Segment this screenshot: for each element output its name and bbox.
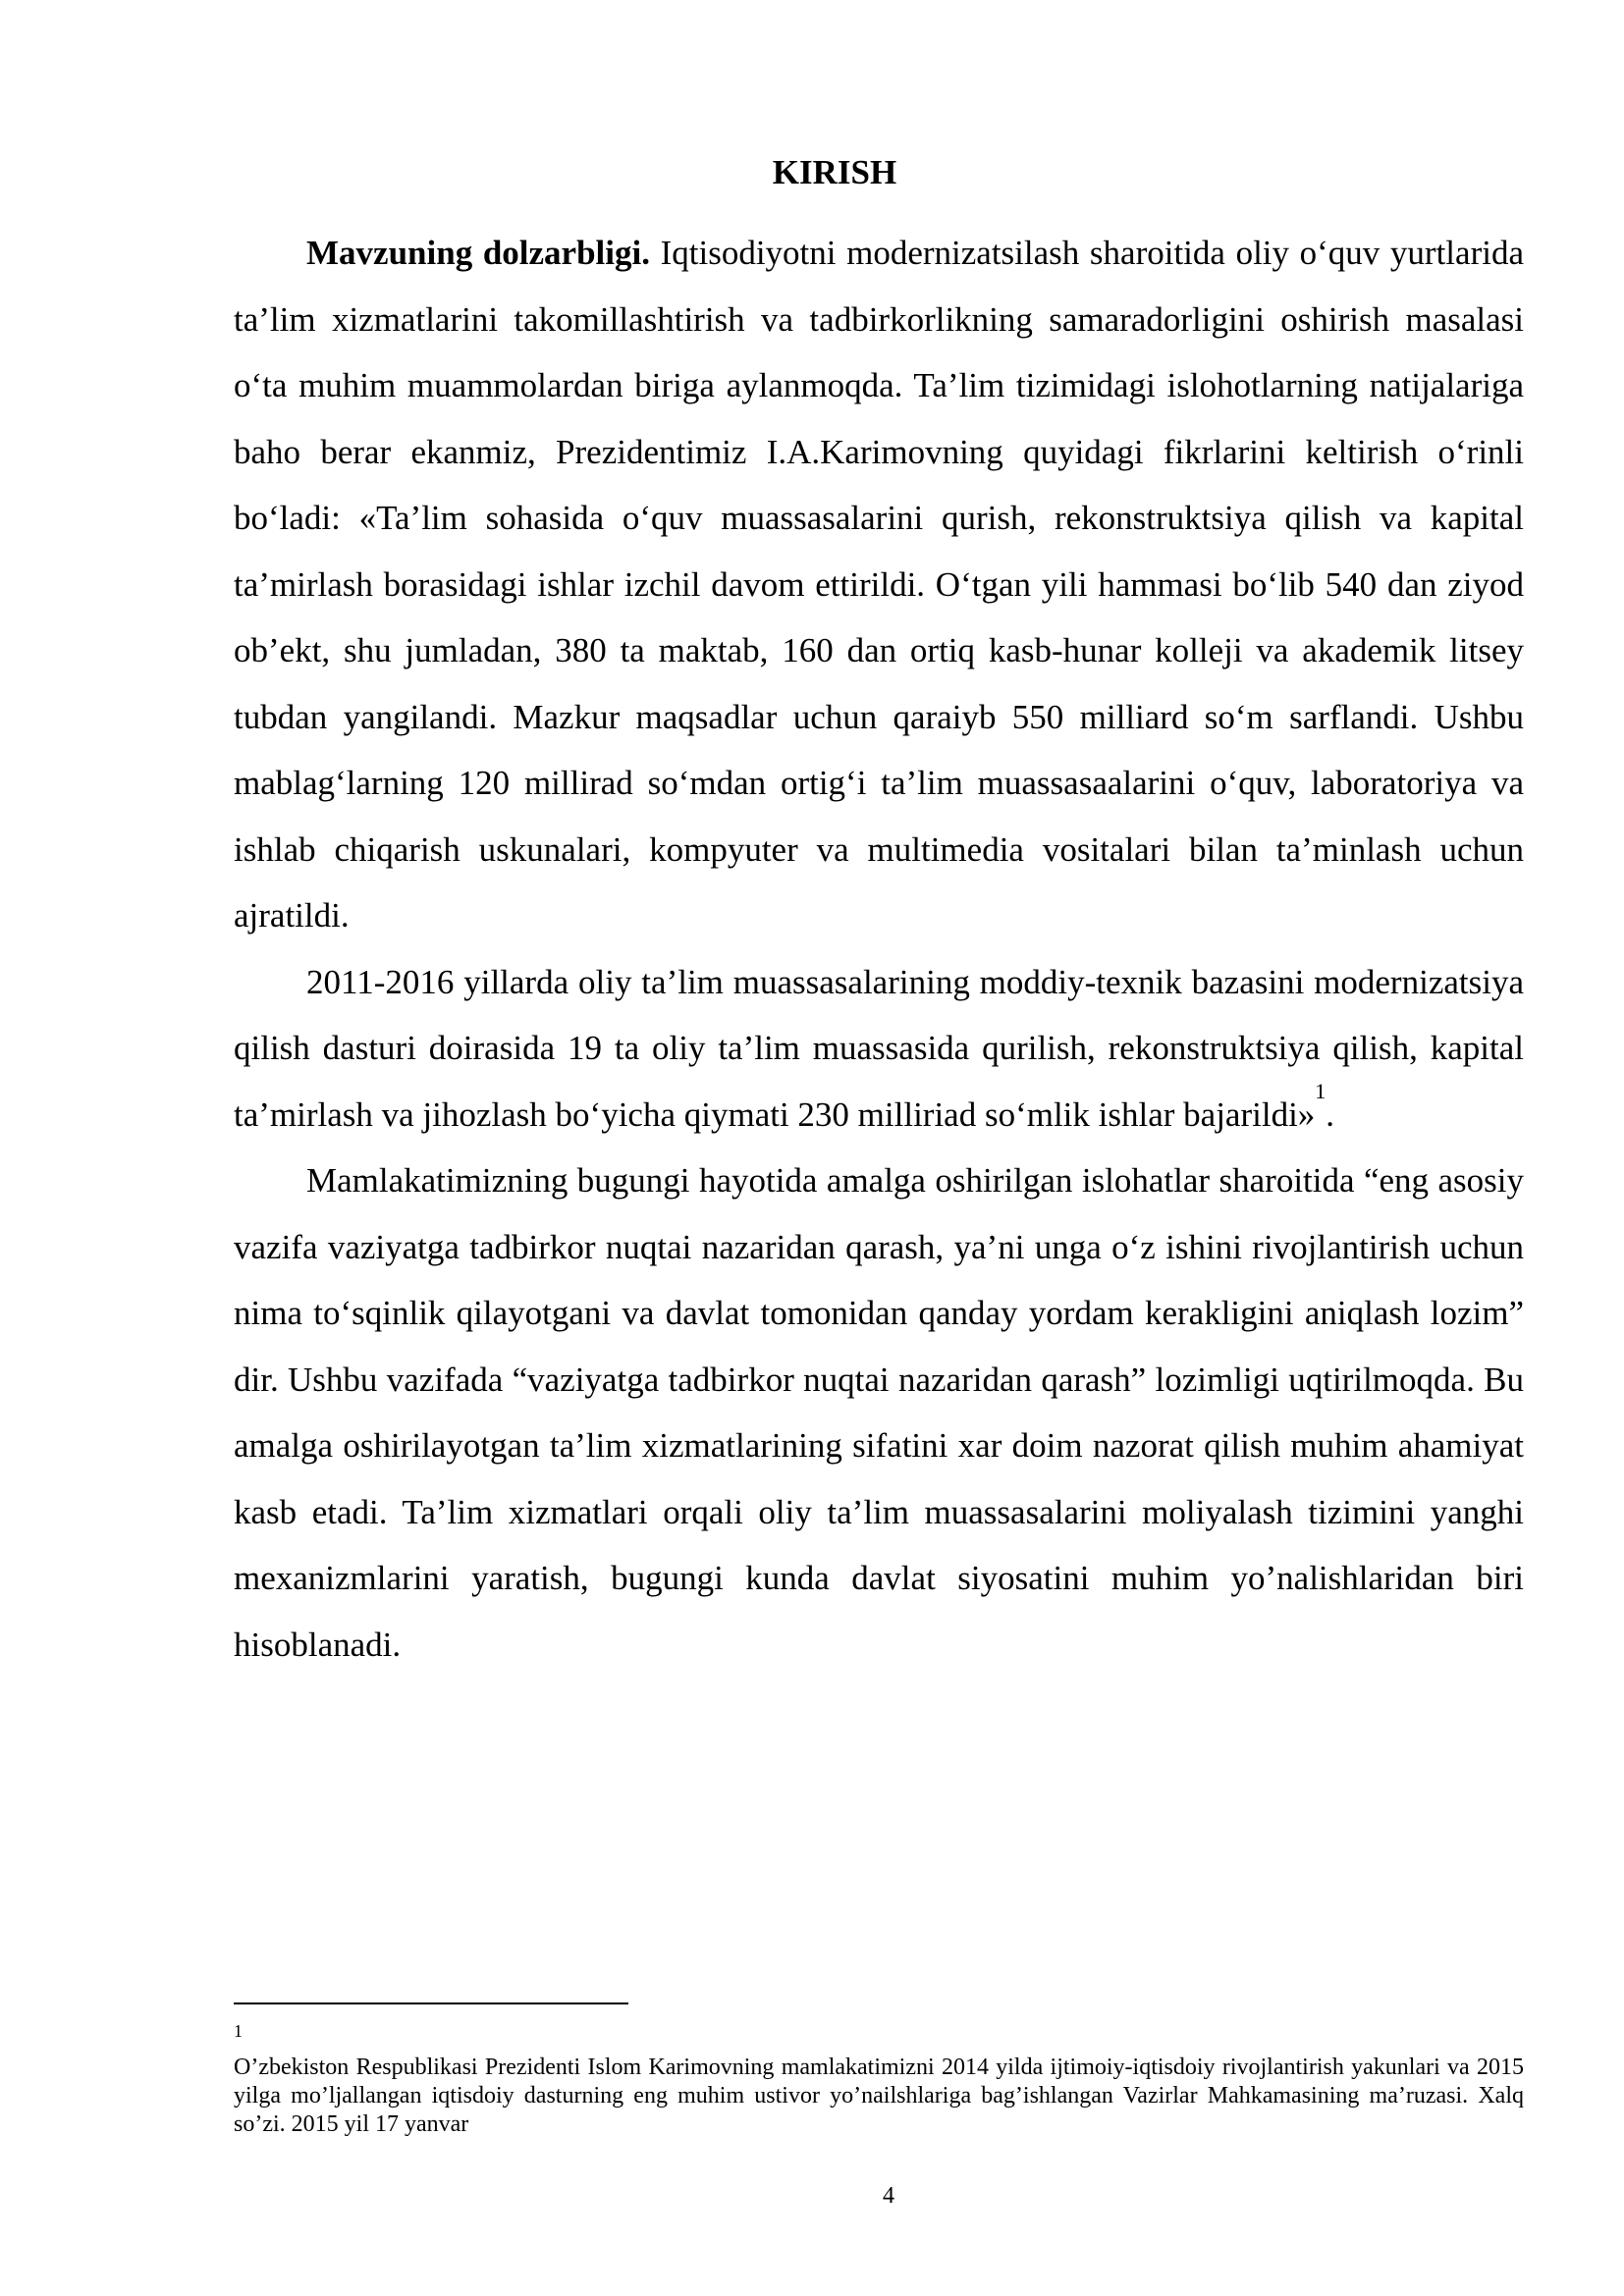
- paragraph-3: [234, 1148, 1524, 1678]
- paragraph-1-text: Iqtisodiyotni modernizatsilash sharoitida oliy o‘quv yurtlarida ta’lim xizmatlarini takomillashtirish va tadbirkorlikning samaradorligini oshirish masalasi o‘ta muhim muammolardan biriga aylanmoqda. Ta’lim tizimidagi islohotlarning natijalariga baho berar ekanmiz, Prezidentimiz I.A.Karimovning quyidagi fikrlarini keltirish o‘rinli bo‘ladi: «Ta’lim sohasida o‘quv muassasalarini qurish, rekonstruktsiya qilish va kapital ta’mirlash borasidagi ishlar izchil davom ettirildi. O‘tgan yili hammasi bo‘lib 540 dan ziyod ob’ekt, shu jumladan, 380 ta maktab, 160 dan ortiq kasb-hunar kolleji va akademik litsey tubdan yangilandi. Mazkur maqsadlar uchun qaraiyb 550 milliard so‘m sarflandi. Ushbu mablag‘larning 120 millirad so‘mdan ortig‘i ta’lim muassasaalarini o‘quv, laboratoriya va ishlab chiqarish uskunalari, kompyuter va multimedia vositalari bilan ta’minlash uchun ajratildi.: [234, 234, 1524, 934]
- paragraph-lead: Mavzuning dolzarbligi.: [306, 234, 650, 272]
- body-text: [234, 220, 1524, 1678]
- footnote-reference: 1: [1315, 1078, 1326, 1103]
- footnote-text: O’zbekiston Respublikasi Prezidenti Islom Karimovning mamlakatimizni 2014 yilda ijtimoiy-iqtisdoiy rivojlantirish yakunlari va 2015 yilga mo’ljallangan iqtisdoiy dasturning eng muhim ustivor yo’nailshlariga bag’ishlangan Vazirlar Mahkamasining ma’ruzasi. Xalq so’zi. 2015 yil 17 yanvar: [234, 2055, 1524, 2137]
- paragraph-2: [234, 949, 1524, 1148]
- footnote-separator: [234, 2002, 628, 2004]
- paragraph-2-end: .: [1326, 1095, 1335, 1134]
- paragraph-2-text: 2011-2016 yillarda oliy ta’lim muassasalarining moddiy-texnik bazasini modernizatsiya qilish dasturi doirasida 19 ta oliy ta’lim muassasida qurilish, rekonstruktsiya qilish, kapital ta’mirlash va jihozlash bo‘yicha qiymati 230 milliriad so‘mlik ishlar bajarildi»: [234, 962, 1524, 1134]
- page-number: 4: [883, 2183, 894, 2209]
- paragraph-1: [234, 220, 1524, 949]
- section-heading: KIRISH: [772, 153, 897, 191]
- footnote-number: 1: [234, 2021, 243, 2041]
- paragraph-3-text: Mamlakatimizning bugungi hayotida amalga oshirilgan islohatlar sharoitida “eng asosiy vazifa vaziyatga tadbirkor nuqtai nazaridan qarash, ya’ni unga o‘z ishini rivojlantirish uchun nima to‘sqinlik qilayotgani va davlat tomonidan qanday yordam kerakligini aniqlash lozim” dir. Ushbu vazifada “vaziyatga tadbirkor nuqtai nazaridan qarash” lozimligi uqtirilmoqda. Bu amalga oshirilayotgan ta’lim xizmatlarining sifatini xar doim nazorat qilish muhim ahamiyat kasb etadi. Ta’lim xizmatlari orqali oliy ta’lim muassasalarini moliyalash tizimini yanghi mexanizmlarini yaratish, bugungi kunda davlat siyosatini muhim yo’nalishlaridan biri hisoblanadi.: [234, 1161, 1524, 1664]
